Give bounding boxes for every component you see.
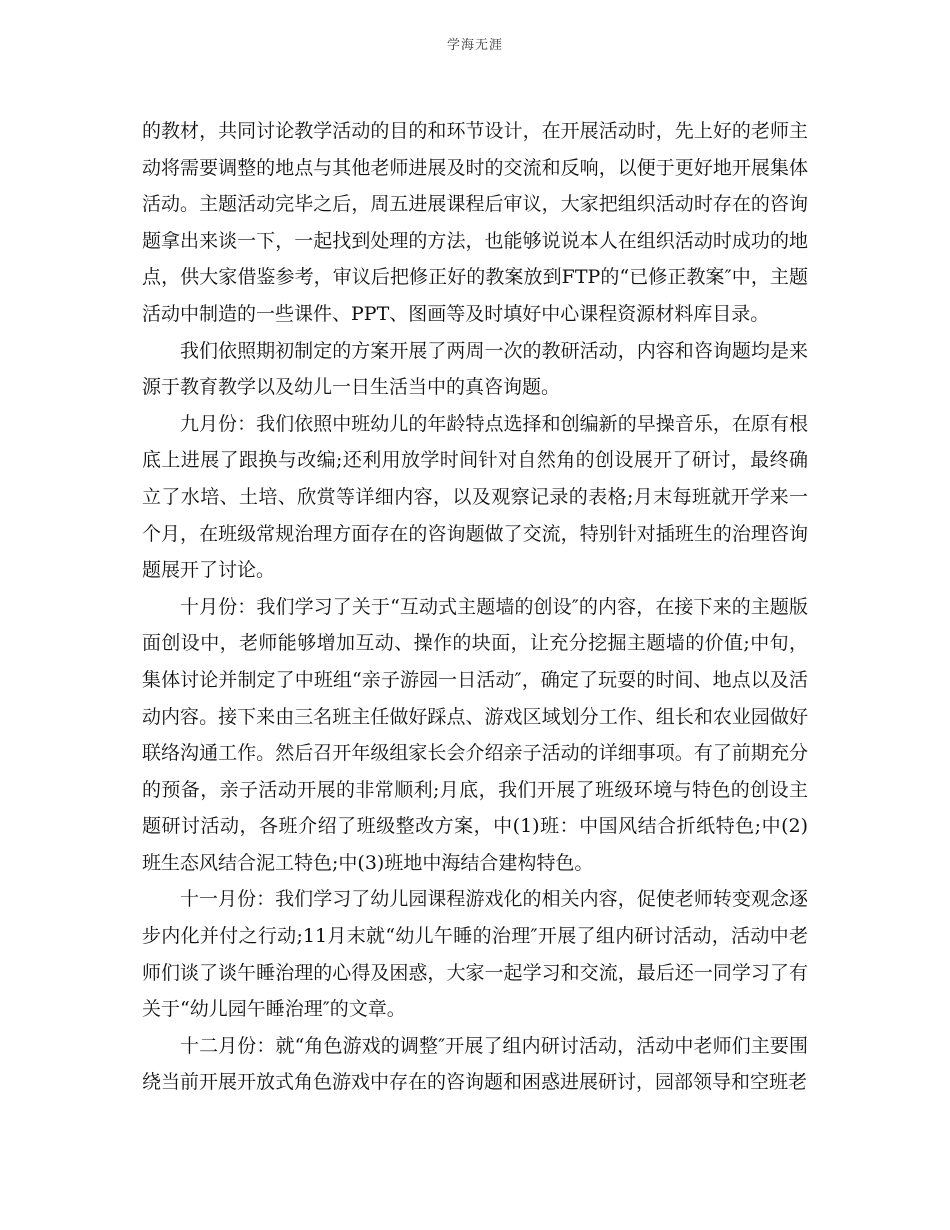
paragraph-continuation: 的教材，共同讨论教学活动的目的和环节设计，在开展活动时，先上好的老师主动将需要调整的地点与其他老师进展及时的交流和反响，以便于更好地开展集体活动。主题活动完毕之后，周五进展课程后审议，大家把组织活动时存在的咨询题拿出来谈一下，一起找到处理的方法，也能够说说本人在组织活动时成功的地点，供大家借鉴参考，审议后把修正好的教案放到FTP的“已修正教案″中，主题活动中制造的一些课件、PPT、图画等及时填好中心课程资源材料库目录。 xyxy=(142,120,808,325)
paragraph-september: 九月份：我们依照中班幼儿的年龄特点选择和创编新的早操音乐，在原有根底上进展了跟换与改编;还利用放学时间针对自然角的创设展开了研讨，最终确立了水培、土培、欣赏等详细内容，以及观察记录的表格;月末每班就开学来一个月，在班级常规治理方面存在的咨询题做了交流，特别针对插班生的治理咨询题展开了讨论。 xyxy=(142,412,808,582)
paragraph-november: 十一月份：我们学习了幼儿园课程游戏化的相关内容，促使老师转变观念逐步内化并付之行动;11月末就“幼儿午睡的治理″开展了组内研讨活动，活动中老师们谈了谈午睡治理的心得及困惑，大家一起学习和交流，最后还一同学习了有关于“幼儿园午睡治理″的文章。 xyxy=(142,888,808,1021)
document-body xyxy=(142,113,808,1101)
paragraph-december: 十二月份：就“角色游戏的调整″开展了组内研讨活动，活动中老师们主要围绕当前开展开放式角色游戏中存在的咨询题和困惑进展研讨，园部领导和空班老 xyxy=(142,1034,808,1094)
paragraph-october: 十月份：我们学习了关于“互动式主题墙的创设″的内容，在接下来的主题版面创设中，老师能够增加互动、操作的块面，让充分挖掘主题墙的价值;中旬，集体讨论并制定了中班组“亲子游园一日活动″，确定了玩耍的时间、地点以及活动内容。接下来由三名班主任做好踩点、游戏区域划分工作、组长和农业园做好联络沟通工作。然后召开年级组家长会介绍亲子活动的详细事项。有了前期充分的预备，亲子活动开展的非常顺利;月底，我们开展了班级环境与特色的创设主题研讨活动，各班介绍了班级整改方案，中(1)班：中国风结合折纸特色;中(2)班生态风结合泥工特色;中(3)班地中海结合建构特色。 xyxy=(142,595,808,874)
page-header: 学海无涯 xyxy=(446,38,503,53)
paragraph-research-plan: 我们依照期初制定的方案开展了两周一次的教研活动，内容和咨询题均是来源于教育教学以及幼儿一日生活当中的真咨询题。 xyxy=(142,339,808,399)
